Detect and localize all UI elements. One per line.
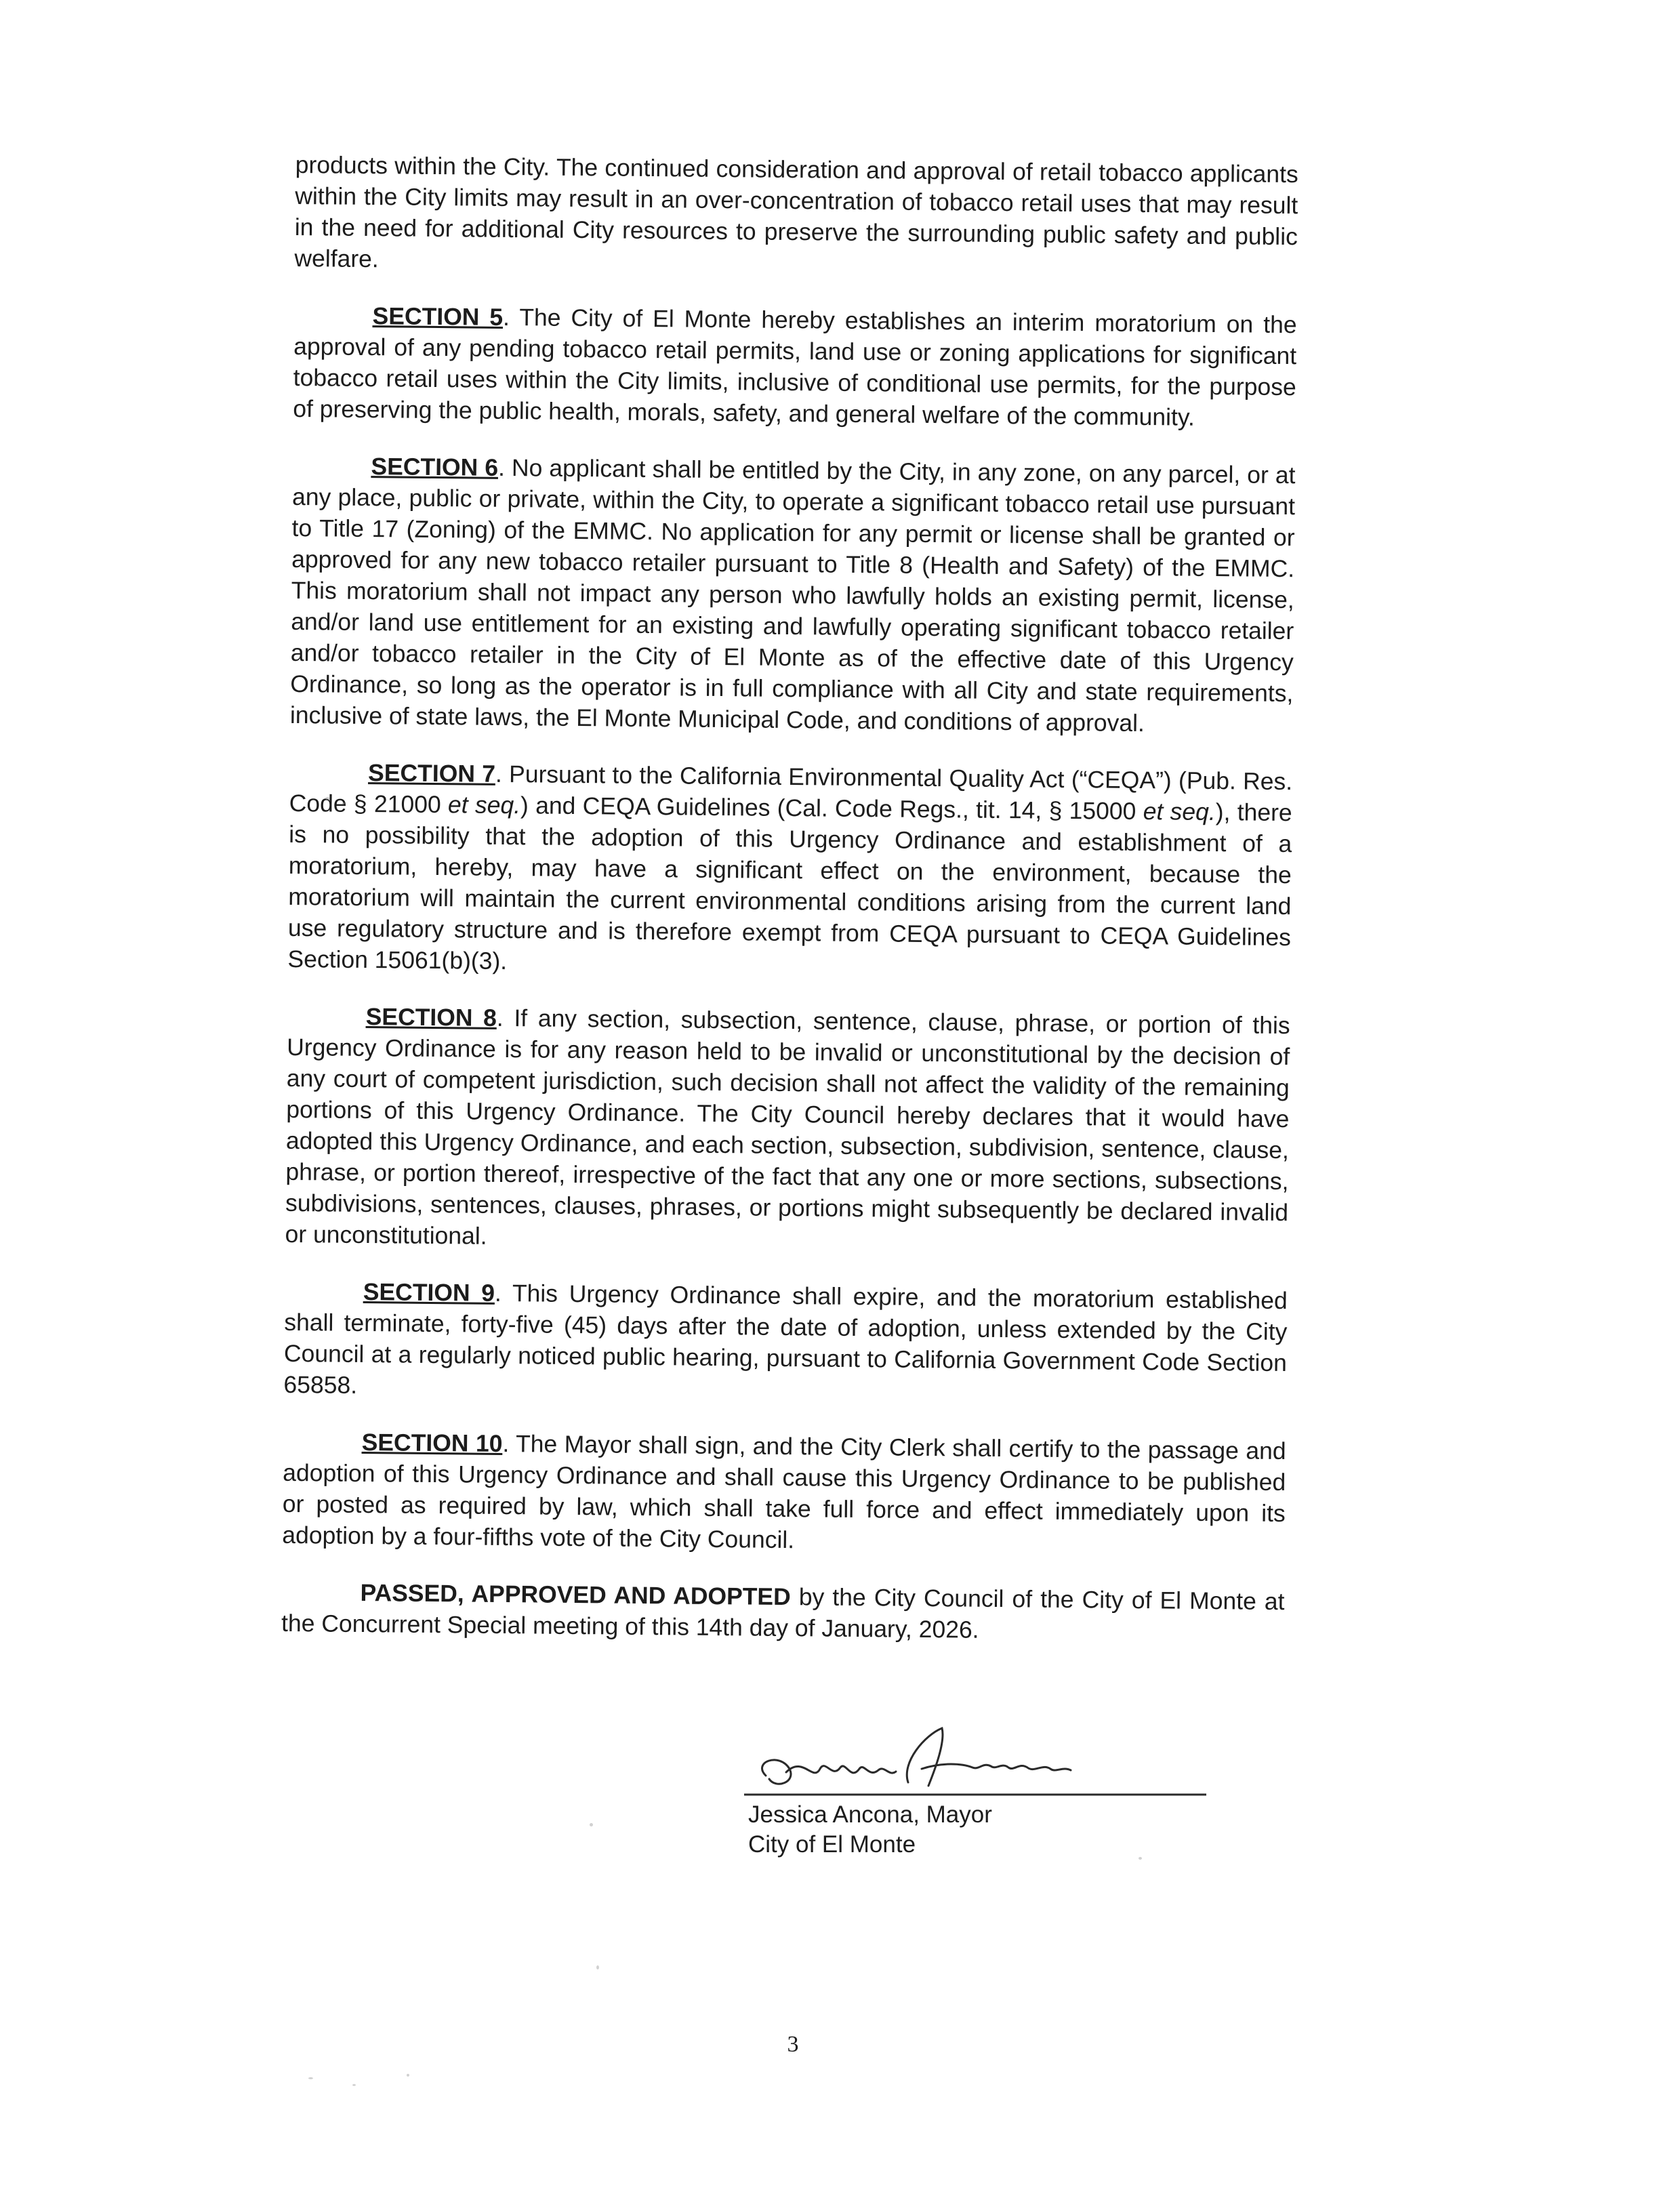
section-8-paragraph (285, 1000, 1290, 1259)
section-6-heading: SECTION 6 (371, 453, 499, 481)
scan-noise (407, 2074, 409, 2077)
section-8-text: . If any section, subsection, sentence, clause, phrase, or portion of this Urgency Ordinance is for any reason held to be invalid or unconstitutional by the decision of any court of competent jurisdiction, such decision shall not affect the validity of the remaining portions of this Urgency Ordinance. The City Council hereby declares that it would have adopted this Urgency Ordinance, and each section, subsection, subdivision, sentence, clause, phrase, or portion thereof, irrespective of the fact that any one or more sections, subsections, subdivisions, sentences, clauses, phrases, or portions might subsequently be declared invalid or unconstitutional. (285, 1004, 1290, 1250)
section-7-text-a: . Pursuant to the California Environmental Quality Act (“CEQA”) (Pub. Res. Code § 21000 (289, 760, 1293, 819)
section-5-paragraph (293, 300, 1297, 434)
section-9-paragraph (283, 1275, 1288, 1410)
section-10-text: . The Mayor shall sign, and the City Clerk shall certify to the passage and adoption of this Urgency Ordinance and shall cause this Urgency Ordinance to be published or posted as required by law, which shall take full force and effect immediately upon its adoption by a four-fifths vote of the City Council. (282, 1430, 1286, 1554)
section-7-italic-b: et seq. (1143, 798, 1216, 826)
section-7-heading: SECTION 7 (367, 759, 496, 788)
section-7-text-c: ), there is no possibility that the adoption of this Urgency Ordinance and establishment of a moratorium, hereby, may have a significant effect on the environment, because the moratorium will maintain the current environmental conditions arising from the current land use regulatory structure and is therefore exempt from CEQA pursuant to CEQA Guidelines Section 15061(b)(3). (287, 798, 1292, 975)
scan-noise (325, 797, 329, 800)
section-6-paragraph (290, 450, 1296, 740)
section-9-heading: SECTION 9 (363, 1278, 495, 1307)
section-8-heading: SECTION 8 (365, 1003, 497, 1031)
adoption-lead: PASSED, APPROVED AND ADOPTED (360, 1579, 791, 1611)
section-5-text: . The City of El Monte hereby establishes an interim moratorium on the approval of any pending tobacco retail permits, land use or zoning applications for significant tobacco retail uses within the City limits, inclusive of conditional use permits, for the purpose of preserving the public health, morals, safety, and general welfare of the community. (293, 303, 1297, 431)
section-10-heading: SECTION 10 (361, 1429, 503, 1458)
continuation-paragraph: products within the City. The continued consideration and approval of retail tobacco applicants within the City limits may result in an over-concentration of tobacco retail uses that may result in the need for additional City resources to preserve the surrounding public safety and public welfare. (294, 150, 1298, 273)
signature-block (739, 1721, 1227, 1871)
page-number: 3 (787, 2032, 799, 2057)
signer-organization: City of El Monte (748, 1831, 916, 1858)
scan-noise (596, 1965, 599, 1969)
handwritten-signature (739, 1721, 1227, 1810)
scan-noise (352, 2084, 356, 2086)
signer-name: Jessica Ancona, Mayor (748, 1801, 992, 1828)
section-7-text-b: ) and CEQA Guidelines (Cal. Code Regs., tit. 14, § 15000 (520, 792, 1143, 825)
section-10-paragraph (282, 1426, 1286, 1560)
scan-noise (590, 1823, 593, 1826)
scan-noise (342, 802, 345, 804)
section-7-paragraph (287, 756, 1292, 984)
section-6-text: . No applicant shall be entitled by the City, in any zone, on any parcel, or at any place, public or private, within the City, to operate a significant tobacco retail use pursuant to Title 17 (Zoning) of the EMMC. No application for any permit or license shall be granted or approved for any new tobacco retailer pursuant to Title 8 (Health and Safety) of the EMMC. This moratorium shall not impact any person who lawfully holds an existing permit, license, and/or land use entitlement for an existing and lawfully operating significant tobacco retailer and/or tobacco retailer in the City of El Monte as of the effective date of this Urgency Ordinance, so long as the operator is in full compliance with all City and state requirements, inclusive of state laws, the El Monte Municipal Code, and conditions of approval. (289, 453, 1296, 737)
scan-noise (1139, 1857, 1142, 1860)
section-7-italic-a: et seq. (447, 791, 521, 819)
section-5-heading: SECTION 5 (372, 302, 504, 331)
adoption-text: by the City Council of the City of El Monte at the Concurrent Special meeting of this 14th day of January, 2026. (281, 1583, 1285, 1643)
section-9-text: . This Urgency Ordinance shall expire, and the moratorium established shall terminate, forty-five (45) days after the date of adoption, unless extended by the City Council at a regularly noticed public hearing, pursuant to California Government Code Section 65858. (283, 1279, 1288, 1399)
scan-noise (308, 2077, 313, 2079)
ordinance-body (281, 149, 1298, 1674)
adoption-paragraph (281, 1576, 1285, 1648)
